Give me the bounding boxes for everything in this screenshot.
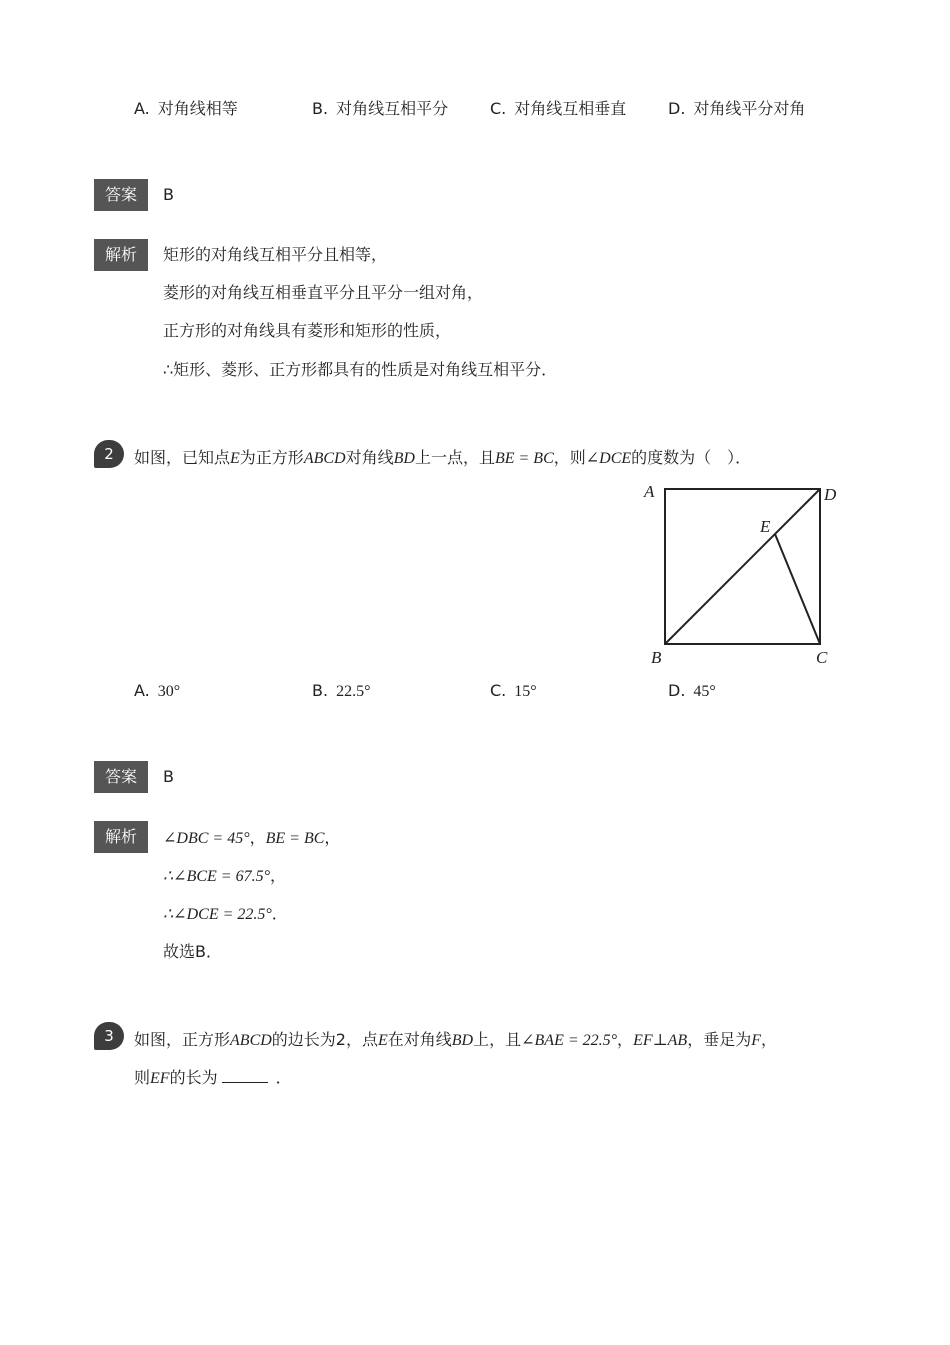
answer-blank <box>222 1068 268 1083</box>
stem-text: 对角线 <box>345 448 394 467</box>
analysis-line: 菱形的对角线互相垂直平分且平分一组对角， <box>163 283 484 302</box>
stem-math: E <box>230 450 240 467</box>
option-letter: C. <box>490 99 507 118</box>
q1-option-a <box>134 99 238 119</box>
option-letter: A. <box>134 99 150 118</box>
stem-math: BD <box>451 1032 474 1049</box>
question-stem <box>134 1030 777 1051</box>
option-letter: C. <box>490 681 507 700</box>
option-letter: A. <box>134 681 150 700</box>
option-text: 对角线平分对角 <box>693 99 806 118</box>
option-text: 30° <box>157 683 181 700</box>
vertex-label-a: A <box>644 482 655 501</box>
question-number-badge: 3 <box>94 1022 124 1050</box>
option-text: 45° <box>693 683 716 700</box>
stem-text: 上一点，且 <box>414 448 495 467</box>
stem-math: ∠DCE <box>585 450 632 467</box>
analysis-line: ∴矩形、菱形、正方形都具有的性质是对角线互相平分． <box>163 360 558 379</box>
analysis-line: 矩形的对角线互相平分且相等， <box>163 245 388 264</box>
stem-text: 如图，已知点 <box>134 448 231 467</box>
point-label-e: E <box>760 517 771 536</box>
stem-text: 如图，正方形 <box>134 1030 231 1049</box>
stem-text: ，则 <box>553 448 586 467</box>
stem-text: 的边长为2，点 <box>271 1030 378 1049</box>
analysis-text: ， <box>324 828 341 847</box>
option-letter: B. <box>312 681 329 700</box>
q2-option-c <box>490 681 537 702</box>
stem-text: ， <box>617 1030 634 1049</box>
answer-value: B <box>163 767 174 786</box>
stem-text: 则 <box>134 1068 151 1087</box>
analysis-text: ， <box>249 828 266 847</box>
analysis-line: 故选B． <box>163 942 222 961</box>
analysis-tag: 解析 <box>94 821 148 853</box>
segment-ce <box>775 534 820 644</box>
stem-math: E <box>377 1032 388 1049</box>
stem-text: 的度数为（ ）． <box>631 448 752 467</box>
option-text: 22.5° <box>336 683 371 700</box>
stem-text: ． <box>275 1068 292 1087</box>
analysis-line <box>163 866 286 887</box>
option-letter: D. <box>668 681 686 700</box>
analysis-line <box>163 904 288 925</box>
option-letter: D. <box>668 99 686 118</box>
stem-math: F <box>751 1032 761 1049</box>
vertex-label-d: D <box>824 485 837 504</box>
stem-text: ， <box>761 1030 778 1049</box>
question-stem <box>134 448 751 469</box>
analysis-math: BE = BC <box>265 830 325 847</box>
answer-tag: 答案 <box>94 179 148 211</box>
stem-text: 在对角线 <box>387 1030 452 1049</box>
q2-option-b <box>312 681 370 702</box>
option-text: 对角线互相垂直 <box>514 99 627 118</box>
analysis-line: 正方形的对角线具有菱形和矩形的性质， <box>163 321 452 340</box>
vertex-label-c: C <box>816 648 828 667</box>
diagonal-bd <box>665 489 820 644</box>
q1-option-d <box>668 99 805 119</box>
analysis-text: ． <box>271 904 288 923</box>
q1-option-c <box>490 99 626 119</box>
square-figure <box>630 475 850 675</box>
stem-math: BE = BC <box>494 450 554 467</box>
option-text: 15° <box>514 683 537 700</box>
vertex-label-b: B <box>651 648 662 667</box>
analysis-tag: 解析 <box>94 239 148 271</box>
option-text: 对角线相等 <box>157 99 238 118</box>
stem-math: BD <box>393 450 415 467</box>
stem-math: ABCD <box>303 450 346 467</box>
question-number-badge: 2 <box>94 440 124 468</box>
question-stem-continued <box>134 1068 292 1089</box>
stem-text: 上，且 <box>473 1030 522 1049</box>
stem-math: EF⊥AB <box>633 1032 688 1049</box>
option-text: 对角线互相平分 <box>336 99 449 118</box>
q1-option-b <box>312 99 448 119</box>
analysis-text: ， <box>270 866 287 885</box>
stem-math: EF <box>150 1070 170 1087</box>
analysis-math: ∠DBC = 45° <box>163 830 250 847</box>
stem-text: 的长为 <box>169 1068 218 1087</box>
stem-math: ABCD <box>230 1032 272 1049</box>
answer-tag: 答案 <box>94 761 148 793</box>
answer-value: B <box>163 185 174 204</box>
q2-option-a <box>134 681 180 702</box>
analysis-math: ∴∠DCE = 22.5° <box>163 906 272 923</box>
analysis-math: ∴∠BCE = 67.5° <box>163 868 270 885</box>
option-letter: B. <box>312 99 329 118</box>
stem-math: ∠BAE = 22.5° <box>521 1032 618 1049</box>
stem-text: 为正方形 <box>239 448 304 467</box>
analysis-line <box>163 828 340 849</box>
q2-option-d <box>668 681 716 702</box>
stem-text: ，垂足为 <box>687 1030 752 1049</box>
